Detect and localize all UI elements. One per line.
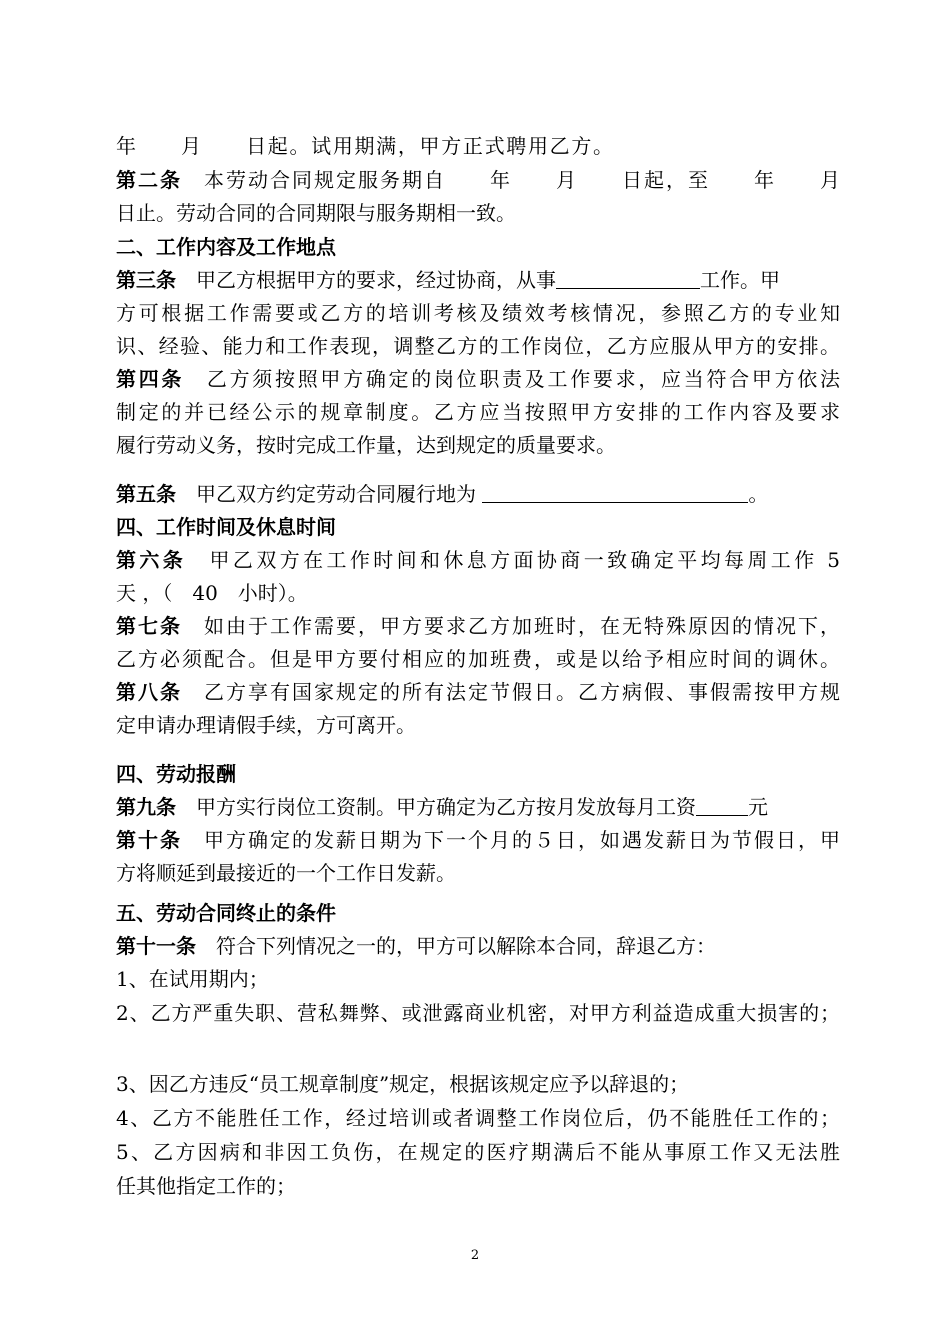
list-item-3: 3、因乙方违反“员工规章制度”规定，根据该规定应予以辞退的； — [116, 1072, 690, 1096]
article-6-label: 第六条 — [116, 548, 187, 572]
article-2-label: 第二条 — [116, 168, 182, 192]
list-item-1: 1、在试用期内； — [116, 967, 269, 991]
article-10 — [116, 827, 840, 853]
article-4-label: 第四条 — [116, 367, 185, 391]
article-5 — [116, 481, 840, 507]
list-item-4: 4、乙方不能胜任工作，经过培训或者调整工作岗位后，仍不能胜任工作的； — [116, 1106, 840, 1130]
article-9 — [116, 794, 840, 820]
article-4-text: 乙方须按照甲方确定的岗位职责及工作要求，应当符合甲方依法 — [206, 367, 841, 391]
section-4b-heading: 四、劳动报酬 — [116, 762, 236, 786]
work-location-blank — [482, 482, 748, 503]
list-item-2: 2、乙方严重失职、营私舞弊、或泄露商业机密，对甲方利益造成重大损害的； — [116, 1001, 840, 1025]
article-11-text: 符合下列情况之一的，甲方可以解除本合同，辞退乙方： — [216, 934, 716, 958]
article-3-cont-1: 方可根据工作需要或乙方的培训考核及绩效考核情况，参照乙方的专业知 — [116, 301, 840, 325]
article-3-cont-2: 识、经验、能力和工作表现，调整乙方的工作岗位，乙方应服从甲方的安排。 — [116, 334, 840, 358]
article-3-text-a: 甲乙方根据甲方的要求，经过协商，从事 — [196, 268, 556, 292]
article-6-cont: 天 ，（ 40 小时）。 — [116, 581, 308, 605]
article-6 — [116, 547, 840, 573]
article-10-text: 甲方确定的发薪日期为下一个月的５日，如遇发薪日为节假日，甲 — [204, 828, 840, 852]
job-title-blank — [556, 268, 700, 289]
article-8 — [116, 679, 840, 705]
article-4-cont-1: 制定的并已经公示的规章制度。乙方应当按照甲方安排的工作内容及要求 — [116, 400, 840, 424]
section-2-heading: 二、工作内容及工作地点 — [116, 235, 336, 259]
section-4a-heading: 四、工作时间及休息时间 — [116, 515, 336, 539]
article-2-text: 本劳动合同规定服务期自 年 月 日起，至 年 月 — [204, 168, 840, 192]
article-4 — [116, 366, 840, 392]
article-2 — [116, 167, 840, 193]
line-trial-end: 年 月 日起。试用期满，甲方正式聘用乙方。 — [116, 134, 613, 158]
article-9-label: 第九条 — [116, 795, 176, 819]
page-number: 2 — [470, 1248, 480, 1263]
article-7 — [116, 613, 840, 639]
article-7-cont: 乙方必须配合。但是甲方要付相应的加班费，或是以给予相应时间的调休。 — [116, 647, 840, 671]
section-5-heading: 五、劳动合同终止的条件 — [116, 901, 336, 925]
article-8-text: 乙方享有国家规定的所有法定节假日。乙方病假、事假需按甲方规 — [204, 680, 840, 704]
salary-blank — [696, 795, 748, 816]
article-8-label: 第八条 — [116, 680, 182, 704]
article-11-label: 第十一条 — [116, 934, 196, 958]
article-9-text-b: 元 — [748, 795, 768, 819]
list-item-5: 5、乙方因病和非因工负伤，在规定的医疗期满后不能从事原工作又无法胜 — [116, 1140, 840, 1164]
article-5-text-b: 。 — [748, 482, 769, 506]
article-5-text-a: 甲乙双方约定劳动合同履行地为 — [196, 482, 476, 506]
article-5-label: 第五条 — [116, 482, 176, 506]
article-6-text: 甲乙双方在工作时间和休息方面协商一致确定平均每周工作 5 — [209, 548, 840, 572]
article-10-cont: 方将顺延到最接近的一个工作日发薪。 — [116, 861, 456, 885]
article-7-text: 如由于工作需要，甲方要求乙方加班时，在无特殊原因的情况下， — [204, 614, 840, 638]
article-7-label: 第七条 — [116, 614, 182, 638]
article-2-cont: 日止。劳动合同的合同期限与服务期相一致。 — [116, 201, 516, 225]
article-8-cont: 定申请办理请假手续，方可离开。 — [116, 713, 416, 737]
article-11 — [116, 933, 840, 959]
article-3-text-b: 工作。甲 — [700, 268, 780, 292]
list-item-5-cont: 任其他指定工作的； — [116, 1174, 296, 1198]
article-3 — [116, 267, 840, 293]
article-10-label: 第十条 — [116, 828, 182, 852]
article-3-label: 第三条 — [116, 268, 176, 292]
article-9-text-a: 甲方实行岗位工资制。甲方确定为乙方按月发放每月工资 — [196, 795, 696, 819]
article-4-cont-2: 履行劳动义务，按时完成工作量，达到规定的质量要求。 — [116, 433, 616, 457]
